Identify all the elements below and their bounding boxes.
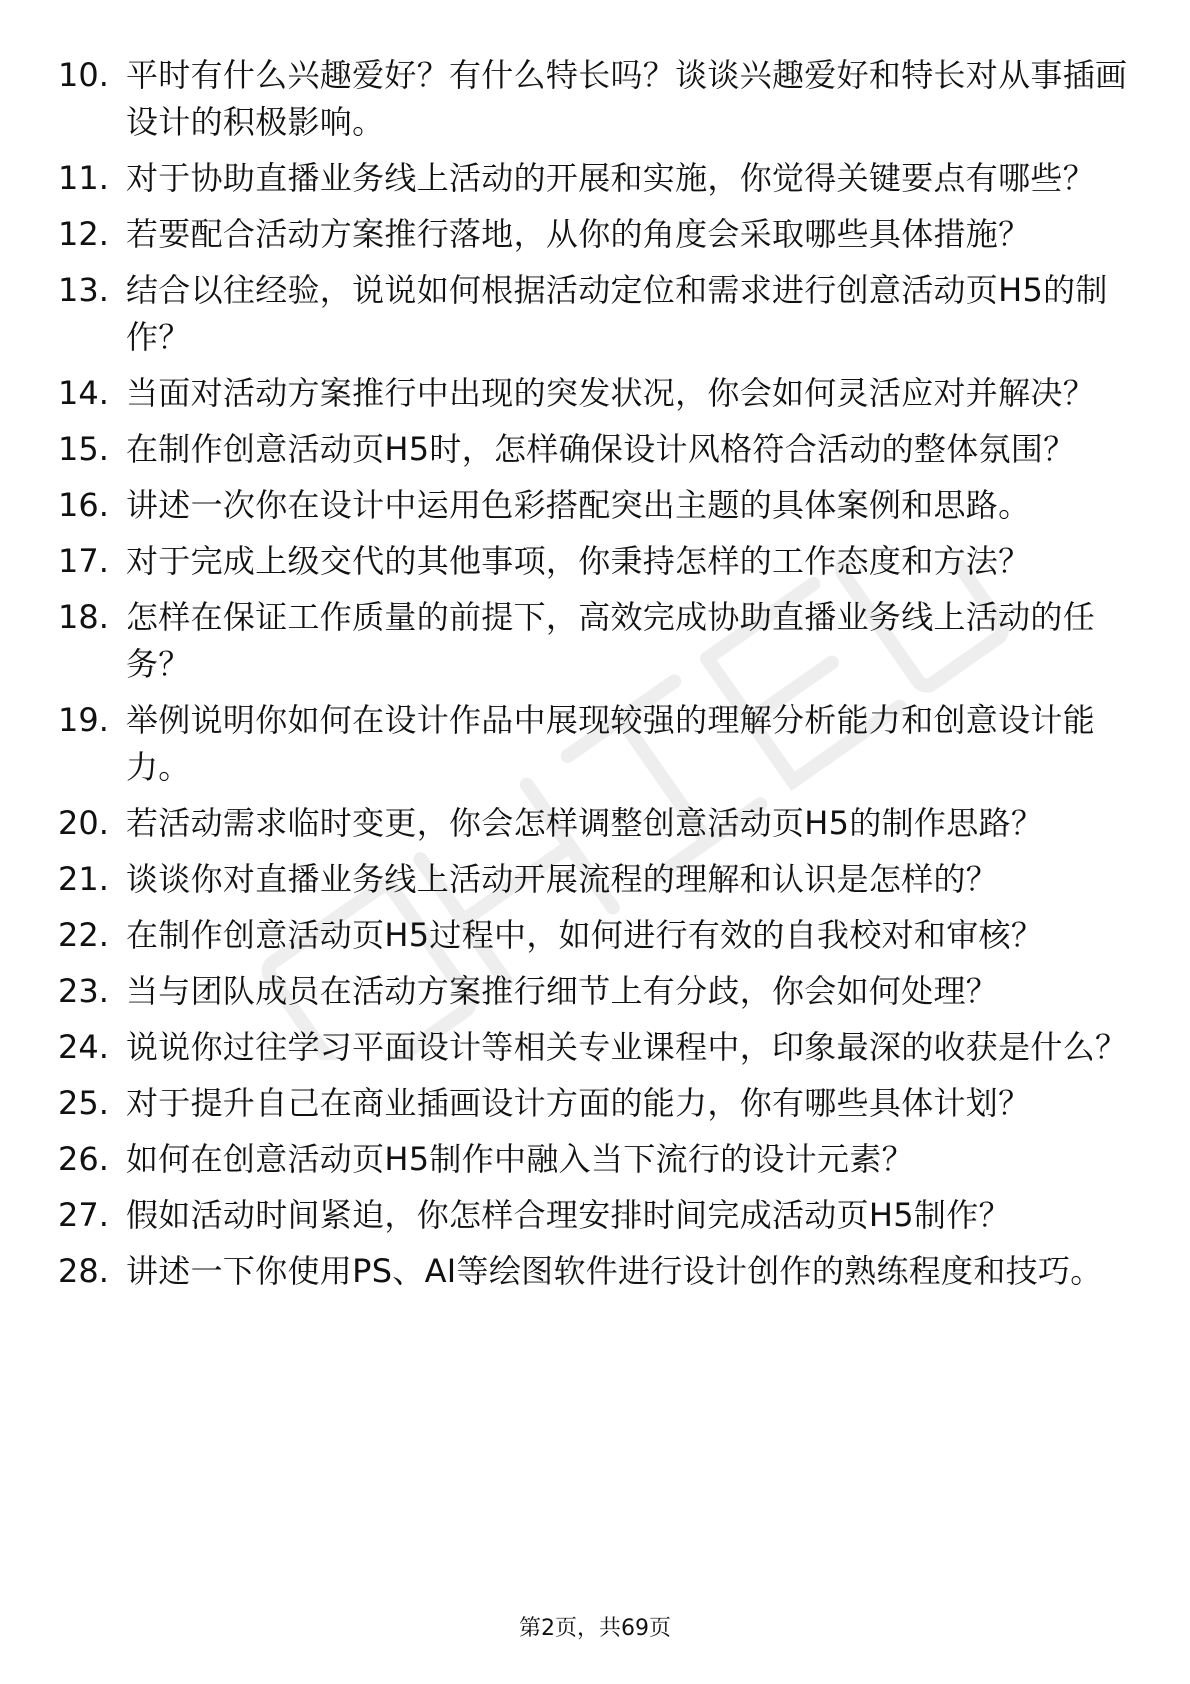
list-item [58, 267, 1138, 361]
question-text: 若活动需求临时变更，你会怎样调整创意活动页H5的制作思路？ [126, 804, 1044, 842]
list-item [58, 482, 1138, 529]
question-text: 讲述一次你在设计中运用色彩搭配突出主题的具体案例和思路。 [126, 486, 1031, 524]
list-item [58, 370, 1138, 417]
list-item [58, 426, 1138, 473]
list-item [58, 856, 1138, 903]
question-text: 平时有什么兴趣爱好？有什么特长吗？谈谈兴趣爱好和特长对从事插画设计的积极影响。 [126, 56, 1128, 141]
question-text: 结合以往经验，说说如何根据活动定位和需求进行创意活动页H5的制作？ [126, 271, 1108, 356]
page-footer: 第2页，共69页 [519, 1616, 671, 1641]
question-text: 若要配合活动方案推行落地，从你的角度会采取哪些具体措施？ [126, 215, 1031, 253]
question-number: 15. [58, 430, 109, 468]
list-item [58, 1080, 1138, 1127]
question-number: 23. [58, 972, 109, 1010]
question-number: 12. [58, 215, 109, 253]
question-text: 对于协助直播业务线上活动的开展和实施，你觉得关键要点有哪些？ [126, 159, 1096, 197]
question-text: 谈谈你对直播业务线上活动开展流程的理解和认识是怎样的？ [126, 860, 999, 898]
question-text: 当与团队成员在活动方案推行细节上有分歧，你会如何处理？ [126, 972, 999, 1010]
list-item [58, 538, 1138, 585]
question-text: 在制作创意活动页H5过程中，如何进行有效的自我校对和审核？ [126, 916, 1044, 954]
question-text: 对于完成上级交代的其他事项，你秉持怎样的工作态度和方法？ [126, 542, 1031, 580]
question-number: 16. [58, 486, 109, 524]
question-number: 27. [58, 1196, 109, 1234]
question-number: 20. [58, 804, 109, 842]
question-text: 说说你过往学习平面设计等相关专业课程中，印象最深的收获是什么？ [126, 1028, 1128, 1066]
list-item [58, 1136, 1138, 1183]
list-item [58, 912, 1138, 959]
list-item [58, 1192, 1138, 1239]
list-item [58, 211, 1138, 258]
question-number: 11. [58, 159, 109, 197]
question-text: 讲述一下你使用PS、AI等绘图软件进行设计创作的熟练程度和技巧。 [126, 1252, 1103, 1290]
question-number: 19. [58, 701, 109, 739]
question-number: 14. [58, 374, 109, 412]
question-text: 如何在创意活动页H5制作中融入当下流行的设计元素？ [126, 1140, 914, 1178]
list-item [58, 52, 1138, 146]
question-number: 17. [58, 542, 109, 580]
question-text: 举例说明你如何在设计作品中展现较强的理解分析能力和创意设计能力。 [126, 701, 1096, 786]
question-number: 22. [58, 916, 109, 954]
question-number: 13. [58, 271, 109, 309]
question-number: 25. [58, 1084, 109, 1122]
question-text: 怎样在保证工作质量的前提下，高效完成协助直播业务线上活动的任务？ [126, 598, 1096, 683]
question-number: 24. [58, 1028, 109, 1066]
question-number: 18. [58, 598, 109, 636]
question-text: 当面对活动方案推行中出现的突发状况，你会如何灵活应对并解决？ [126, 374, 1096, 412]
question-number: 28. [58, 1252, 109, 1290]
list-item [58, 968, 1138, 1015]
list-item [58, 155, 1138, 202]
list-item [58, 697, 1138, 791]
question-text: 对于提升自己在商业插画设计方面的能力，你有哪些具体计划？ [126, 1084, 1031, 1122]
list-item [58, 594, 1138, 688]
list-item [58, 1024, 1138, 1071]
question-number: 21. [58, 860, 109, 898]
question-list [58, 52, 1138, 1304]
question-number: 10. [58, 56, 109, 94]
list-item [58, 1248, 1138, 1295]
question-text: 在制作创意活动页H5时，怎样确保设计风格符合活动的整体氛围？ [126, 430, 1076, 468]
list-item [58, 800, 1138, 847]
question-text: 假如活动时间紧迫，你怎样合理安排时间完成活动页H5制作？ [126, 1196, 1011, 1234]
question-number: 26. [58, 1140, 109, 1178]
